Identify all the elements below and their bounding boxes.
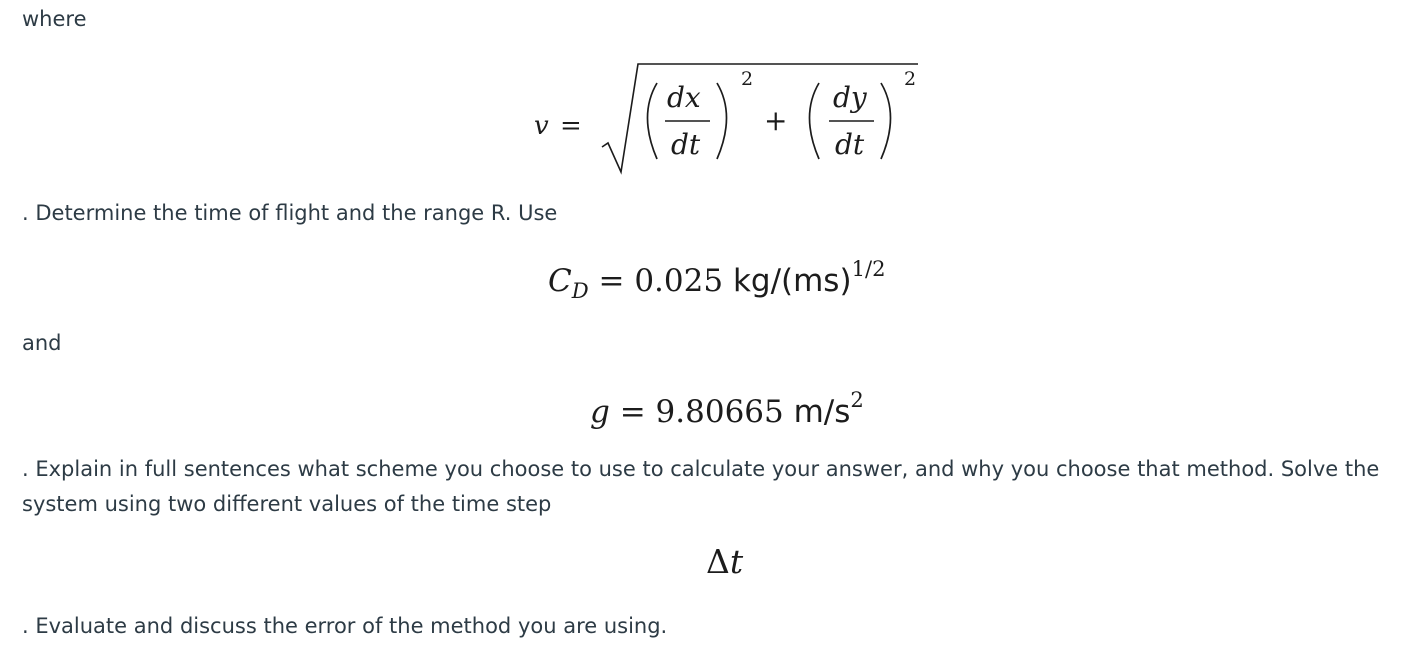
drag-exponent: 1/2	[851, 256, 886, 281]
right-paren-1	[717, 83, 727, 159]
sqrt-sign	[602, 64, 918, 172]
gravity-unit: m/s	[793, 393, 851, 430]
drag-coefficient-equation	[548, 256, 886, 303]
velocity-equals: =	[560, 111, 582, 141]
right-paren-2	[881, 83, 891, 159]
text-explain: . Explain in full sentences what scheme you choose to use to calculate your answer, and why you choose that method. Solve the system using two different values of the time step	[22, 457, 1380, 516]
text-where: where	[22, 7, 87, 31]
fraction2-numerator: dy	[833, 81, 867, 114]
drag-symbol: C	[548, 262, 572, 299]
gravity-equation	[590, 387, 864, 430]
velocity-plus: +	[764, 104, 788, 137]
velocity-equation	[520, 55, 930, 180]
gravity-symbol: g	[590, 393, 610, 430]
fraction1-numerator: dx	[667, 81, 701, 114]
text-evaluate: . Evaluate and discuss the error of the method you are using.	[22, 614, 668, 638]
exponent-1: 2	[741, 68, 754, 90]
text-and: and	[22, 331, 62, 355]
text-determine: . Determine the time of flight and the range R. Use	[22, 201, 558, 225]
fraction2-denominator: dt	[835, 128, 865, 161]
exponent-2: 2	[904, 68, 917, 90]
drag-value: 0.025	[634, 262, 733, 299]
timestep-delta: Δ	[706, 542, 730, 581]
left-paren-2	[810, 83, 820, 159]
drag-equals: =	[588, 262, 635, 299]
drag-unit: kg/(ms)	[732, 262, 852, 299]
timestep-equation	[706, 542, 743, 581]
velocity-lhs: v	[534, 111, 549, 141]
gravity-equals: =	[609, 393, 656, 430]
fraction1-denominator: dt	[671, 128, 701, 161]
timestep-symbol: t	[729, 542, 744, 581]
drag-subscript: D	[571, 278, 589, 304]
left-paren-1	[648, 83, 658, 159]
gravity-exponent: 2	[850, 387, 864, 412]
gravity-value: 9.80665	[655, 393, 794, 430]
